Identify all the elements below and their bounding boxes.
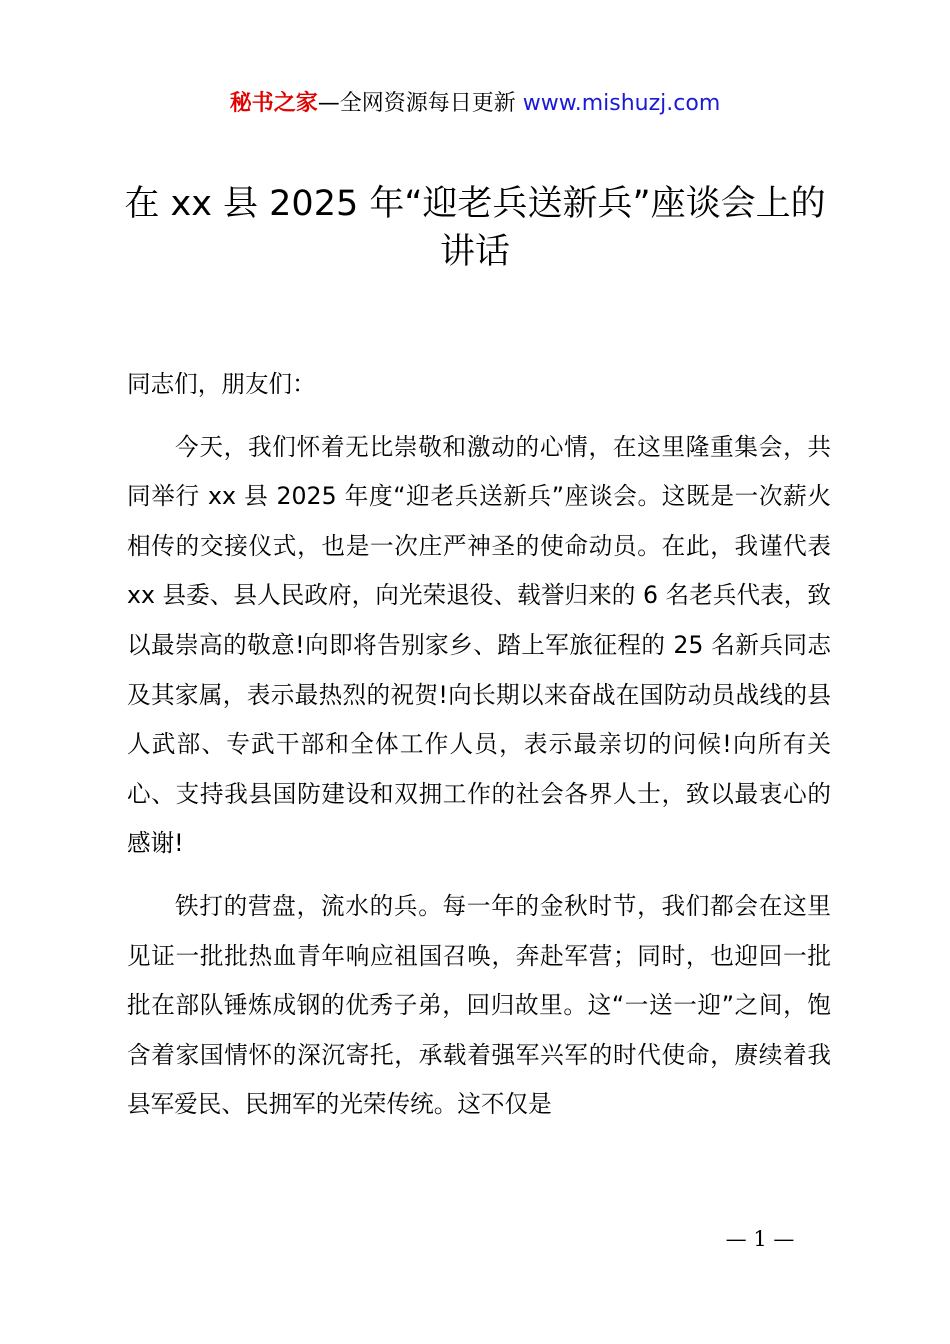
page-number: — 1 — (725, 1227, 795, 1251)
header-tagline: —全网资源每日更新 (317, 91, 516, 116)
salutation: 同志们，朋友们： (127, 370, 316, 398)
site-header (0, 88, 950, 120)
title-line-1: 在 xx 县 2025 年“迎老兵送新兵”座谈会上的 (124, 184, 826, 224)
brand-name: 秘书之家 (229, 91, 318, 116)
document-title (100, 180, 850, 276)
site-url-link[interactable]: www.mishuzj.com (522, 91, 721, 116)
paragraph-2: 铁打的营盘，流水的兵。每一年的金秋时节，我们都会在这里见证一批批热血青年响应祖国召唤，奔赴军营；同时，也迎回一批批在部队锤炼成钢的优秀子弟，回归故里。这“一送一迎”之间，饱含着家国情怀的深沉寄托，承载着强军兴军的时代使命，赓续着我县军爱民、民拥军的光荣传统。这不仅是 (127, 891, 831, 1119)
document-body (127, 360, 831, 1143)
paragraph-1: 今天，我们怀着无比崇敬和激动的心情，在这里隆重集会，共同举行 xx 县 2025 年度“迎老兵送新兵”座谈会。这既是一次薪火相传的交接仪式，也是一次庄严神圣的使命动员。在此，我谨代表 xx 县委、县人民政府，向光荣退役、载誉归来的 6 名老兵代表，致以最崇高的敬意!向即将告别家乡、踏上军旅征程的 25 名新兵同志及其家属，表示最热烈的祝贺!向长期以来奋战在国防动员战线的县人武部、专武干部和全体工作人员，表示最亲切的问候!向所有关心、支持我县国防建设和双拥工作的社会各界人士，致以最衷心的感谢! (127, 432, 831, 858)
title-line-2: 讲话 (439, 232, 510, 272)
